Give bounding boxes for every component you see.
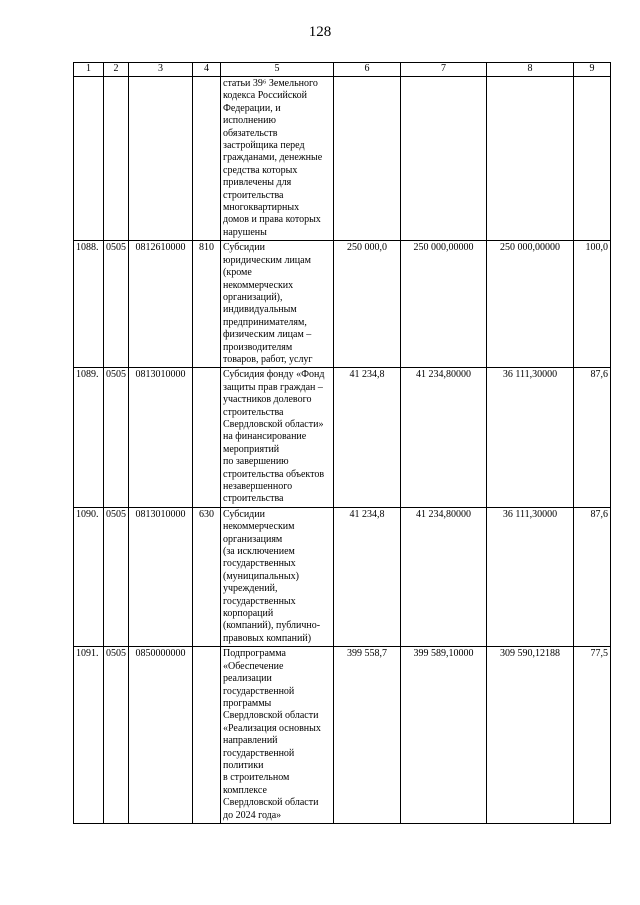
amount-approved-cell: 41 234,8 xyxy=(334,368,401,507)
budget-table xyxy=(73,62,611,824)
row-number-cell xyxy=(74,77,104,241)
row-number-cell: 1089. xyxy=(74,368,104,507)
table-row xyxy=(74,241,611,368)
amount-approved-cell: 41 234,8 xyxy=(334,507,401,646)
name-line: домов и права которых xyxy=(223,214,321,226)
name-line: индивидуальным xyxy=(223,304,297,316)
name-line: (компаний), публично- xyxy=(223,620,321,632)
name-line: исполнению xyxy=(223,115,276,127)
name-line: направлений xyxy=(223,735,278,747)
expense-type-cell xyxy=(193,368,221,507)
name-line: организациям xyxy=(223,533,283,545)
name-line: (кроме xyxy=(223,267,252,279)
name-line: на финансирование xyxy=(223,431,307,443)
name-line: правовых компаний) xyxy=(223,632,312,644)
name-line: производителям xyxy=(223,341,293,353)
name-cell xyxy=(221,507,334,646)
name-line: корпораций xyxy=(223,608,274,620)
name-line: Федерации, и xyxy=(223,102,281,114)
name-line: Свердловской области xyxy=(223,710,319,722)
name-line: (за исключением xyxy=(223,546,295,558)
amount-approved-cell: 250 000,0 xyxy=(334,241,401,368)
name-line: Подпрограмма xyxy=(223,648,286,660)
row-number-cell: 1090. xyxy=(74,507,104,646)
amount-planned-cell: 250 000,00000 xyxy=(401,241,487,368)
name-line: до 2024 года» xyxy=(223,809,282,821)
table-row xyxy=(74,507,611,646)
name-line: учреждений, xyxy=(223,583,278,595)
name-line: программы xyxy=(223,697,272,709)
name-line: гражданами, денежные xyxy=(223,152,323,164)
column-header: 1 xyxy=(74,63,104,77)
column-header: 7 xyxy=(401,63,487,77)
expense-type-cell xyxy=(193,647,221,824)
name-line: «Обеспечение xyxy=(223,660,284,672)
target-code-cell: 0812610000 xyxy=(129,241,193,368)
target-code-cell: 0850000000 xyxy=(129,647,193,824)
name-line: политики xyxy=(223,759,264,771)
name-line: Субсидии xyxy=(223,508,265,520)
name-cell xyxy=(221,647,334,824)
percent-cell xyxy=(574,77,611,241)
expense-type-cell xyxy=(193,77,221,241)
name-line: государственной xyxy=(223,747,295,759)
name-line: комплексе xyxy=(223,784,267,796)
amount-approved-cell xyxy=(334,77,401,241)
name-line: застройщика перед xyxy=(223,140,305,152)
amount-executed-cell: 309 590,12188 xyxy=(487,647,574,824)
amount-planned-cell xyxy=(401,77,487,241)
column-number-header xyxy=(74,63,611,77)
name-line: средства которых xyxy=(223,164,298,176)
name-line: в строительном xyxy=(223,772,290,784)
name-line: некоммерческим xyxy=(223,521,295,533)
name-cell xyxy=(221,368,334,507)
name-line: предпринимателям, xyxy=(223,316,307,328)
name-line: участников долевого xyxy=(223,394,312,406)
section-code-cell: 0505 xyxy=(104,368,129,507)
expense-type-cell: 810 xyxy=(193,241,221,368)
column-header: 2 xyxy=(104,63,129,77)
name-cell xyxy=(221,77,334,241)
column-header: 8 xyxy=(487,63,574,77)
percent-cell: 87,6 xyxy=(574,368,611,507)
name-line: государственных xyxy=(223,595,296,607)
column-header: 5 xyxy=(221,63,334,77)
name-line: Свердловской области xyxy=(223,797,319,809)
amount-approved-cell: 399 558,7 xyxy=(334,647,401,824)
name-line: мероприятий xyxy=(223,443,280,455)
column-header: 4 xyxy=(193,63,221,77)
name-line: организаций), xyxy=(223,291,283,303)
name-line: Субсидии xyxy=(223,242,265,254)
name-line: статьи 39⁶ Земельного xyxy=(223,78,318,89)
name-line: юридическим лицам xyxy=(223,254,311,266)
name-line: (муниципальных) xyxy=(223,570,299,582)
continuation-row xyxy=(74,77,611,241)
section-code-cell: 0505 xyxy=(104,647,129,824)
target-code-cell: 0813010000 xyxy=(129,507,193,646)
row-number-cell: 1091. xyxy=(74,647,104,824)
name-line: многоквартирных xyxy=(223,202,300,214)
name-line: Свердловской области» xyxy=(223,418,324,430)
section-code-cell xyxy=(104,77,129,241)
column-header: 9 xyxy=(574,63,611,77)
target-code-cell: 0813010000 xyxy=(129,368,193,507)
name-line: физическим лицам – xyxy=(223,329,312,341)
section-code-cell: 0505 xyxy=(104,507,129,646)
amount-executed-cell: 250 000,00000 xyxy=(487,241,574,368)
name-line: незавершенного xyxy=(223,481,293,492)
name-line: строительства xyxy=(223,406,284,418)
name-line: «Реализация основных xyxy=(223,722,321,734)
name-cell xyxy=(221,241,334,368)
amount-executed-cell: 36 111,30000 xyxy=(487,507,574,646)
name-line: по завершению xyxy=(223,456,289,468)
name-line: Субсидия фонду «Фонд xyxy=(223,369,325,381)
percent-cell: 77,5 xyxy=(574,647,611,824)
amount-executed-cell xyxy=(487,77,574,241)
table-row xyxy=(74,647,611,824)
table-row xyxy=(74,368,611,507)
amount-planned-cell: 399 589,10000 xyxy=(401,647,487,824)
name-line: обязательств xyxy=(223,127,278,139)
percent-cell: 100,0 xyxy=(574,241,611,368)
name-line: кодекса Российской xyxy=(223,90,307,102)
name-line: некоммерческих xyxy=(223,279,294,291)
name-line: товаров, работ, услуг xyxy=(223,353,313,365)
percent-cell: 87,6 xyxy=(574,507,611,646)
name-line: строительства объектов xyxy=(223,468,325,480)
page-number: 128 xyxy=(308,24,332,40)
name-line: нарушены xyxy=(223,226,267,238)
amount-executed-cell: 36 111,30000 xyxy=(487,368,574,507)
name-line: реализации xyxy=(223,673,272,685)
section-code-cell: 0505 xyxy=(104,241,129,368)
name-line: строительства xyxy=(223,493,284,505)
name-line: государственной xyxy=(223,685,295,697)
row-number-cell: 1088. xyxy=(74,241,104,368)
name-line: защиты прав граждан – xyxy=(223,381,323,393)
column-header: 3 xyxy=(129,63,193,77)
column-header: 6 xyxy=(334,63,401,77)
name-line: привлечены для xyxy=(223,177,292,189)
amount-planned-cell: 41 234,80000 xyxy=(401,507,487,646)
expense-type-cell: 630 xyxy=(193,507,221,646)
target-code-cell xyxy=(129,77,193,241)
amount-planned-cell: 41 234,80000 xyxy=(401,368,487,507)
name-line: строительства xyxy=(223,189,284,201)
name-line: государственных xyxy=(223,558,296,570)
